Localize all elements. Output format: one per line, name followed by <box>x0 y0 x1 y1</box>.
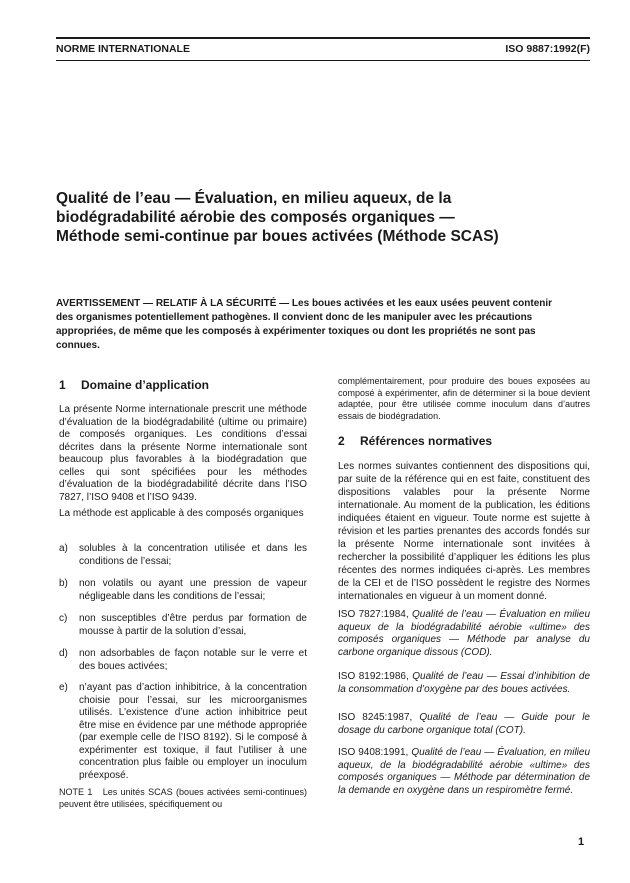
section-1-heading <box>59 378 209 392</box>
list-item-a <box>59 543 307 569</box>
list-text: non adsorbables de façon notable sur le verre et des boues activées; <box>79 648 307 672</box>
page-number: 1 <box>578 836 585 848</box>
warning-line: AVERTISSEMENT — RELATIF À LA SÉCURITÉ — Les boues activées et les eaux usées peuvent contenir <box>56 298 553 309</box>
title-line: biodégradabilité aérobie des composés organiques — <box>56 209 455 226</box>
list-text: solubles à la concentration utilisée et dans les conditions de l’essai; <box>79 543 307 567</box>
reference-iso-7827 <box>338 609 590 659</box>
list-marker: c) <box>59 613 68 624</box>
section-2-heading <box>338 434 492 448</box>
running-header <box>56 43 590 57</box>
list-text: non susceptibles d’être perdus par formation de mousse à partir de la solution d’essai, <box>79 613 307 637</box>
reference-title: Qualité de l’eau — Évaluation en milieu aqueux de la biodégradabilité aérobie «ultime» des composés organiques — Méthode par analyse du carbone organique dissous (COD). <box>338 609 591 658</box>
list-marker: b) <box>59 578 68 589</box>
title-line: Qualité de l’eau — Évaluation, en milieu aqueux, de la <box>56 190 452 207</box>
list-item-b <box>59 578 307 604</box>
document-title <box>56 189 586 246</box>
header-top-rule <box>56 37 590 39</box>
note-1-continuation: complémentairement, pour produire des boues exposées au composé à expérimenter, afin de déterminer si la boue devient adaptée, pour être utilisée comme inoculum dans d’autres essais de biodégradation. <box>338 376 590 421</box>
title-line: Méthode semi-continue par boues activées (Méthode SCAS) <box>56 228 499 245</box>
safety-warning <box>56 297 586 353</box>
list-marker: d) <box>59 648 68 659</box>
list-text: n’ayant pas d’action inhibitrice, à la concentration choisie pour l’essai, sur les microorganismes utilisés. L’existence d’une action inhibitrice peut être mise en évidence par une méthode appropriée (par exemple celle de l’ISO 8192). Si le composé à expérimenter est toxique, il faut l’utiliser à une concentration plus faible ou employer un inoculum préexposé. <box>79 682 307 781</box>
reference-title: Qualité de l’eau — Guide pour le dosage du carbone organique total (COT). <box>338 712 590 736</box>
reference-title: Qualité de l’eau — Évaluation, en milieu aqueux, de la biodégradabilité aérobie «ultime» des composés organiques — Méthode par détermination de la demande en oxygène dans un respiromètre fermé. <box>338 747 591 796</box>
reference-code: ISO 8192:1986, <box>338 671 409 682</box>
note-text: Les unités SCAS (boues activées semi-continues) peuvent être utilisées, spécifiquement ou <box>59 787 307 809</box>
section-title: Références normatives <box>360 434 493 448</box>
reference-iso-8192 <box>338 671 590 696</box>
warning-line: appropriées, de même que les composés à expérimenter toxiques ou dont les propriétés ne sont pas <box>56 326 536 337</box>
list-text: non volatils ou ayant une pression de vapeur négligeable dans les conditions de l’essai; <box>79 578 307 602</box>
applicability-paragraph: La méthode est applicable à des composés organiques <box>59 508 304 519</box>
header-bottom-rule <box>56 60 590 61</box>
section-number: 1 <box>59 378 66 392</box>
normative-references-paragraph: Les normes suivantes contiennent des dispositions qui, par suite de la référence qui en est faite, constituent des dispositions valables pour la présente Norme internationale. Au moment de la publication, les éditions indiquées étaient en vigueur. Toute norme est sujette à révision et les parties prenantes des accords fondés sur la présente Norme internationale sont invitées à rechercher la possibilité d’appliquer les éditions les plus récentes des normes indiquées ci-après. Les membres de la CEI et de l’ISO possèdent le registre des Normes internationales en vigueur à un moment donné. <box>338 461 590 602</box>
note-1 <box>59 787 307 810</box>
list-item-c <box>59 613 307 639</box>
section-number: 2 <box>338 434 345 448</box>
list-marker: e) <box>59 682 68 693</box>
header-standard-type: NORME INTERNATIONALE <box>56 43 190 55</box>
section-title: Domaine d’application <box>81 378 210 392</box>
header-standard-number: ISO 9887:1992(F) <box>505 43 590 55</box>
reference-code: ISO 9408:1991, <box>338 747 409 758</box>
note-label: NOTE 1 <box>59 787 93 797</box>
warning-line: des organismes potentiellement pathogènes. Il convient donc de les manipuler avec les précautions <box>56 312 533 323</box>
scope-paragraph: La présente Norme internationale prescrit une méthode d’évaluation de la biodégradabilité (ultime ou primaire) de composés organiques. Les conditions d’essai décrites dans la présente Norme internationale sont beaucoup plus favorables à la biodégradation que celles qui sont spécifiées pour les méthodes d’évaluation de la biodégradabilité décrite dans l’ISO 7827, l’ISO 9408 et l’ISO 9439. <box>59 404 307 503</box>
reference-iso-8245 <box>338 712 590 737</box>
reference-code: ISO 8245:1987, <box>338 712 413 723</box>
reference-title: Qualité de l’eau — Essai d’inhibition de la consommation d’oxygène par des boues activées. <box>338 671 591 695</box>
reference-code: ISO 7827:1984, <box>338 609 409 620</box>
list-marker: a) <box>59 543 68 554</box>
warning-line: connues. <box>56 340 100 351</box>
reference-iso-9408 <box>338 747 590 797</box>
list-item-d <box>59 648 307 674</box>
list-item-e <box>59 682 307 782</box>
